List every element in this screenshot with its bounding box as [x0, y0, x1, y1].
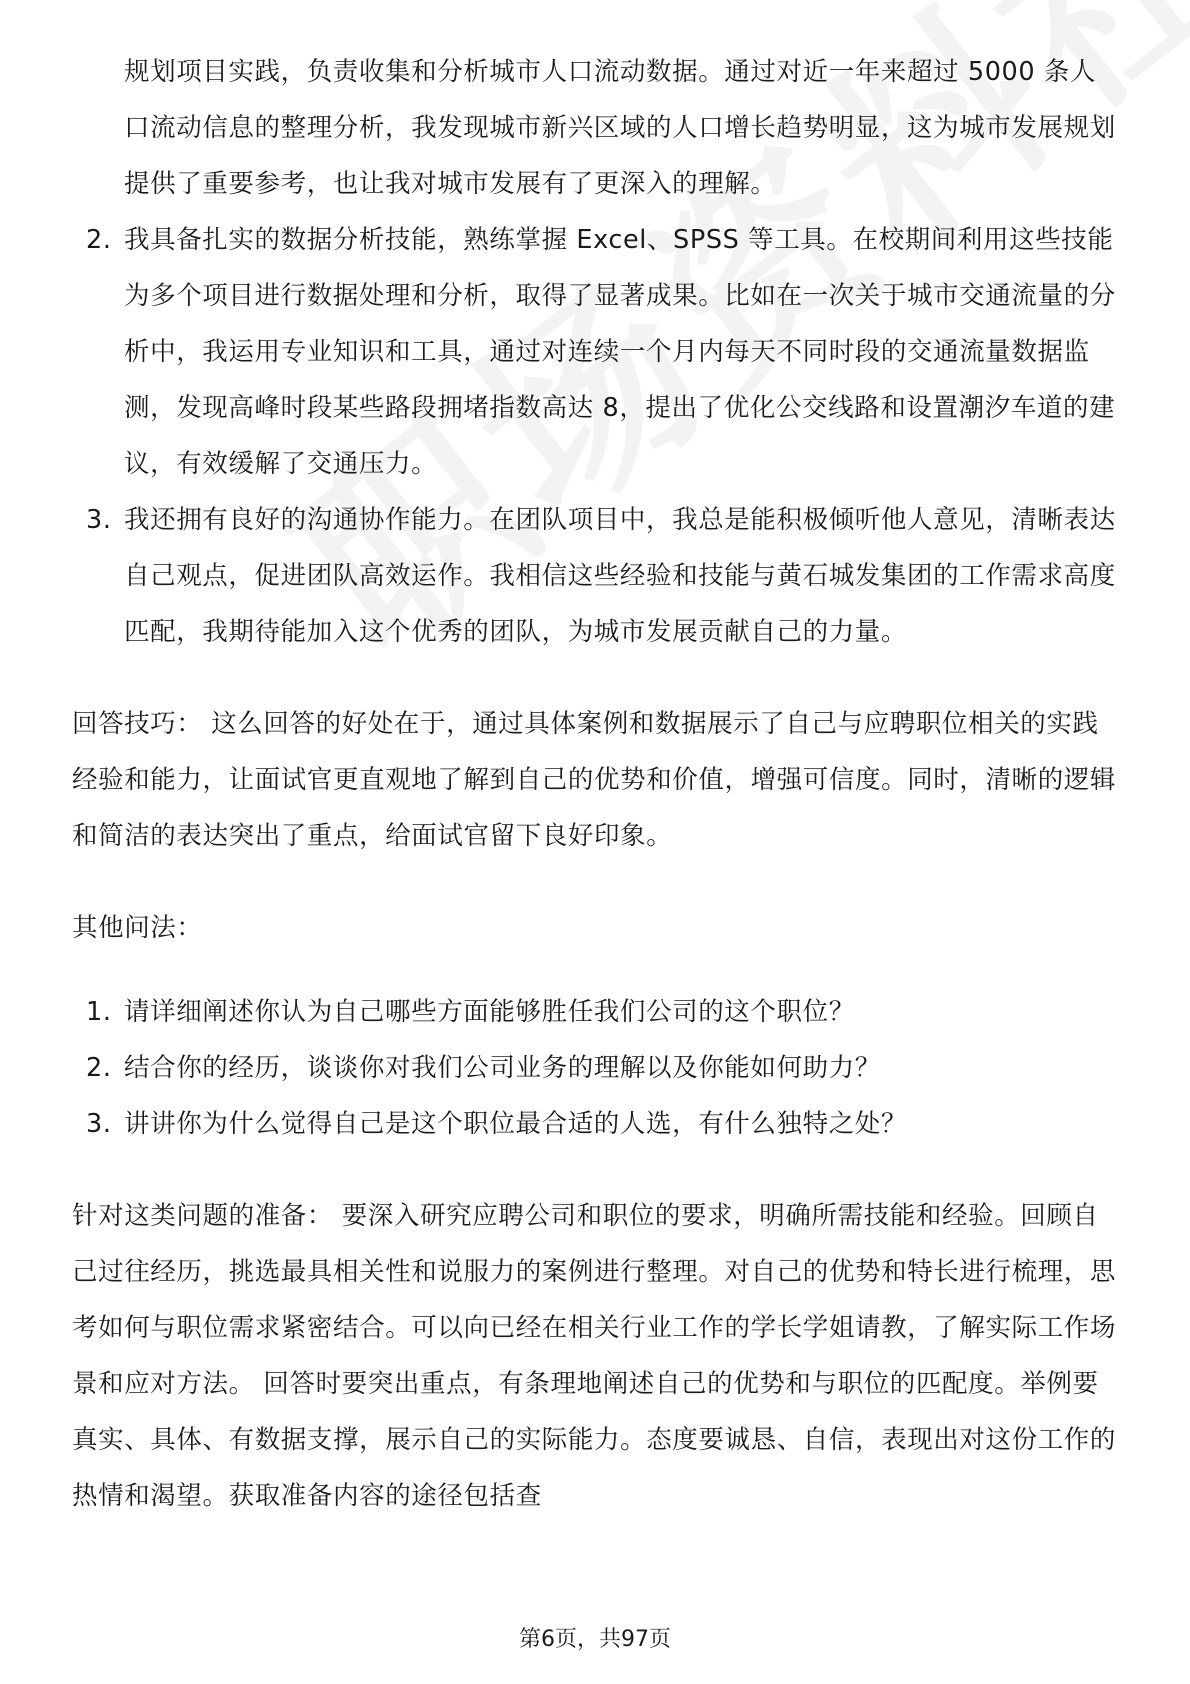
preparation-paragraph: 针对这类问题的准备： 要深入研究应聘公司和职位的要求，明确所需技能和经验。回顾自己过往经历，挑选最具相关性和说服力的案例进行整理。对自己的优势和特长进行梳理，思考如何与职位需求紧密结合。可以向已经在相关行业工作的学长学姐请教，了解实际工作场景和应对方法。 回答时要突出重点，有条理地阐述自己的优势和与职位的匹配度。举例要真实、具体、有数据支撑，展示自己的实际能力。态度要诚恳、自信，表现出对这份工作的热情和渴望。获取准备内容的途径包括查 — [72, 1201, 1117, 1511]
other-question-item — [72, 1096, 1122, 1152]
list-item-text: 结合你的经历，谈谈你对我们公司业务的理解以及你能如何助力？ — [124, 1053, 881, 1083]
list-number: 3. — [86, 505, 112, 535]
answer-item-3 — [72, 492, 1122, 660]
list-number: 2. — [86, 225, 112, 255]
list-item-text: 我还拥有良好的沟通协作能力。在团队项目中，我总是能积极倾听他人意见，清晰表达自己观点，促进团队高效运作。我相信这些经验和技能与黄石城发集团的工作需求高度匹配，我期待能加入这个优秀的团队，为城市发展贡献自己的力量。 — [124, 505, 1116, 647]
other-question-item — [72, 984, 1122, 1040]
list-number: 1. — [86, 997, 112, 1027]
page-number-footer: 第6页，共97页 — [519, 1627, 671, 1652]
other-question-item — [72, 1040, 1122, 1096]
list-number: 2. — [86, 1053, 112, 1083]
document-body — [72, 44, 1122, 1524]
answer-item-1-continuation: 规划项目实践，负责收集和分析城市人口流动数据。通过对近一年来超过 5000 条人口流动信息的整理分析，我发现城市新兴区域的人口增长趋势明显，这为城市发展规划提供了重要参考，也让我对城市发展有了更深入的理解。 — [124, 57, 1116, 199]
list-item-text: 请详细阐述你认为自己哪些方面能够胜任我们公司的这个职位？ — [124, 997, 855, 1027]
other-questions-heading: 其他问法： — [72, 913, 203, 943]
answer-item-2 — [72, 212, 1122, 492]
list-item-text: 我具备扎实的数据分析技能，熟练掌握 Excel、SPSS 等工具。在校期间利用这些技能为多个项目进行数据处理和分析，取得了显著成果。比如在一次关于城市交通流量的分析中，我运用专业知识和工具，通过对连续一个月内每天不同时段的交通流量数据监测，发现高峰时段某些路段拥堵指数高达 8，提出了优化公交线路和设置潮汐车道的建议，有效缓解了交通压力。 — [124, 225, 1116, 479]
other-questions-list — [72, 984, 1122, 1152]
answer-tips-paragraph: 回答技巧： 这么回答的好处在于，通过具体案例和数据展示了自己与应聘职位相关的实践经验和能力，让面试官更直观地了解到自己的优势和价值，增强可信度。同时，清晰的逻辑和简洁的表达突出了重点，给面试官留下良好印象。 — [72, 709, 1117, 851]
list-number: 3. — [86, 1109, 112, 1139]
list-item-text: 讲讲你为什么觉得自己是这个职位最合适的人选，有什么独特之处？ — [124, 1109, 908, 1139]
answer-list — [72, 212, 1122, 660]
